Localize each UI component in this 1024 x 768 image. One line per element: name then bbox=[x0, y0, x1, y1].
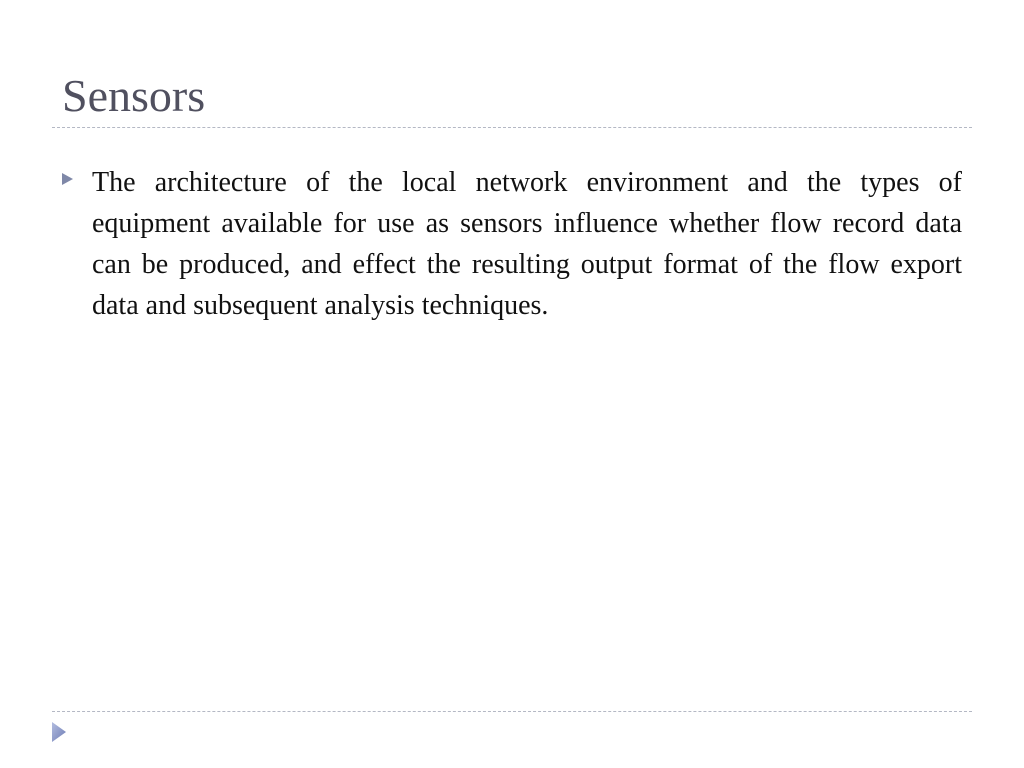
title-divider bbox=[52, 127, 972, 128]
next-slide-arrow-icon[interactable] bbox=[50, 720, 68, 744]
bullet-item bbox=[62, 162, 962, 326]
footer-divider bbox=[52, 711, 972, 712]
triangle-bullet-icon bbox=[62, 173, 73, 185]
bullet-text: The architecture of the local network environment and the types of equipment available for use as sensors influence whether flow record data can be produced, and effect the resulting output format of the flow export data and subsequent analysis techniques. bbox=[92, 167, 962, 321]
slide-title: Sensors bbox=[62, 70, 206, 121]
bullet-list bbox=[62, 162, 962, 326]
